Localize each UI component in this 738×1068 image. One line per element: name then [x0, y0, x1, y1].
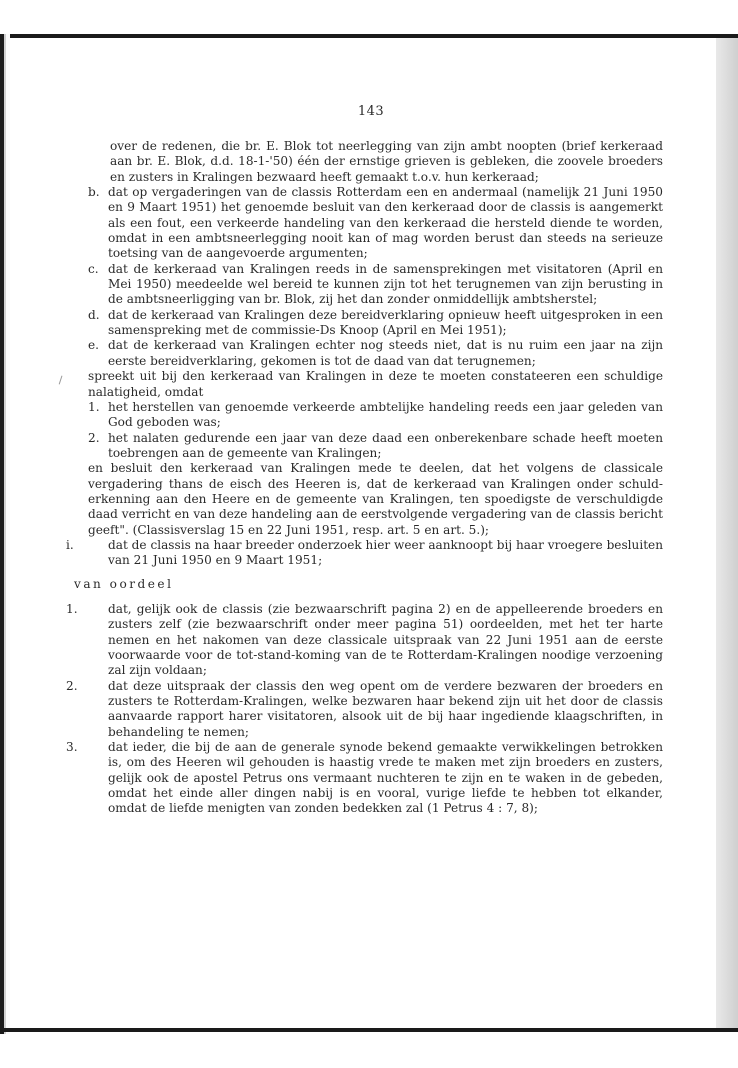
oordeel-item-1	[66, 602, 663, 679]
item-label: 2.	[88, 430, 100, 445]
scan-top-margin	[0, 0, 738, 36]
sub-item-2	[88, 431, 663, 462]
list-item-i	[66, 538, 663, 569]
scan-border-top	[0, 34, 738, 38]
item-text: het nalaten gedurende een jaar van deze daad een onberekenbare schade heeft moeten toebrengen aan de gemeente van Kralingen;	[108, 430, 663, 460]
intro-paragraph: over de redenen, die br. E. Blok tot neerlegging van zijn ambt noopten (brief kerkeraad aan br. E. Blok, d.d. 18-1-'50) één der ernstige grieven is gebleken, die zoovele broeders en zusters in Kralingen bezwaard heeft gemaakt t.o.v. hun kerkeraad;	[110, 139, 663, 184]
item-label: d.	[88, 307, 100, 322]
item-text: dat op vergaderingen van de classis Rotterdam een en andermaal (namelijk 21 Juni 1950 en 9 Maart 1951) het genoemde besluit van den kerkeraad door de classis is aangemerkt als een fout, een verkeerde handeling van den kerkeraad die hersteld diende te worden, omdat in een ambtsneerlegging nooit kan of mag worden berust dan steeds na serieuze toetsing van de aangevoerde argumenten;	[108, 185, 663, 261]
item-text: dat, gelijk ook de classis (zie bezwaarschrift pagina 2) en de appelleerende broeders en zusters zelf (zie bezwaarschrift onder meer pagina 51) oordeelden, met het ter harte nemen en het nakomen van deze classicale uitspraak van 22 Juni 1951 aan de eerste voorwaarde voor de tot-stand-koming van de te Rotterdam-Kralingen noodige verzoening zal zijn voldaan;	[108, 601, 663, 678]
item-label: b.	[88, 185, 100, 200]
scan-border-left	[0, 34, 10, 1034]
item-label: i.	[66, 537, 74, 552]
document-page	[26, 60, 716, 1020]
list-item-d	[88, 308, 663, 339]
page-number: 143	[357, 104, 385, 119]
item-text: dat de kerkeraad van Kralingen reeds in de samensprekingen met visitatoren (April en Mei 1950) meedeelde wel bereid te kunnen zijn tot het terugnemen van zijn berusting in de ambtsneerligging van br. Blok, zij het dan zonder onmiddellijk ambtsherstel;	[108, 261, 663, 307]
oordeel-item-3	[66, 740, 663, 817]
item-text: dat ieder, die bij de aan de generale synode bekend gemaakte verwikkelingen betrokken is, om des Heeren wil gehouden is haastig vrede te maken met zijn broeders en zusters, gelijk ook de apostel Petrus ons vermaant nuchteren te zijn en te waken in de gebeden, omdat het einde aller dingen nabij is en vooral, vurige liefde te hebben tot elkander, omdat de liefde menigten van zonden bedekken zal (1 Petrus 4 : 7, 8);	[108, 740, 663, 816]
oordeel-item-2	[66, 679, 663, 740]
scan-speck	[59, 376, 66, 386]
besluit-paragraph: en besluit den kerkeraad van Kralingen mede te deelen, dat het volgens de classicale vergadering thans de eisch des Heeren is, dat de kerkeraad van Kralingen onder schuld-erkenning aan den Heere en de gemeente van Kralingen, ten spoedigste de verschuldigde daad verricht en van deze handeling aan de eerstvolgende vergadering van de classis bericht geeft". (Classisverslag 15 en 22 Juni 1951, resp. art. 5 en art. 5.);	[88, 461, 663, 537]
item-label: 2.	[66, 678, 78, 693]
list-item-c	[88, 262, 663, 308]
item-text: dat de kerkeraad van Kralingen deze bereidverklaring opnieuw heeft uitgesproken in een samenspreking met de commissie-Ds Knoop (April en Mei 1951);	[108, 307, 663, 338]
list-item-b	[88, 185, 663, 262]
sub-item-1	[88, 400, 663, 431]
item-text: dat de kerkeraad van Kralingen echter nog steeds niet, dat is nu ruim een jaar na zijn eerste bereidverklaring, gekomen is tot de daad van dat terugnemen;	[108, 338, 663, 368]
van-oordeel-heading: van oordeel	[74, 576, 174, 591]
item-text: dat deze uitspraak der classis den weg opent om de verdere bezwaren der broeders en zusters te Rotterdam-Kralingen, welke bezwaren haar bekend zijn uit het door de classis aanvaarde rapport harer visitatoren, alsook uit de bij haar ingediende klaagschriften, in behandeling te nemen;	[108, 678, 663, 739]
scan-border-right	[716, 38, 738, 1028]
list-item-e	[88, 338, 663, 369]
page-body	[66, 139, 663, 817]
spreekt-paragraph: spreekt uit bij den kerkeraad van Kralingen in deze te moeten constateeren een schuldige nalatigheid, omdat	[88, 369, 663, 399]
item-text: dat de classis na haar breeder onderzoek hier weer aanknoopt bij haar vroegere besluiten van 21 Juni 1950 en 9 Maart 1951;	[108, 537, 663, 568]
item-label: e.	[88, 338, 100, 353]
scan-border-bottom	[0, 1028, 738, 1032]
item-label: c.	[88, 261, 99, 276]
item-label: 1.	[66, 601, 78, 616]
item-label: 1.	[88, 399, 100, 414]
item-text: het herstellen van genoemde verkeerde ambtelijke handeling reeds een jaar geleden van God geboden was;	[108, 399, 663, 430]
item-label: 3.	[66, 740, 78, 755]
